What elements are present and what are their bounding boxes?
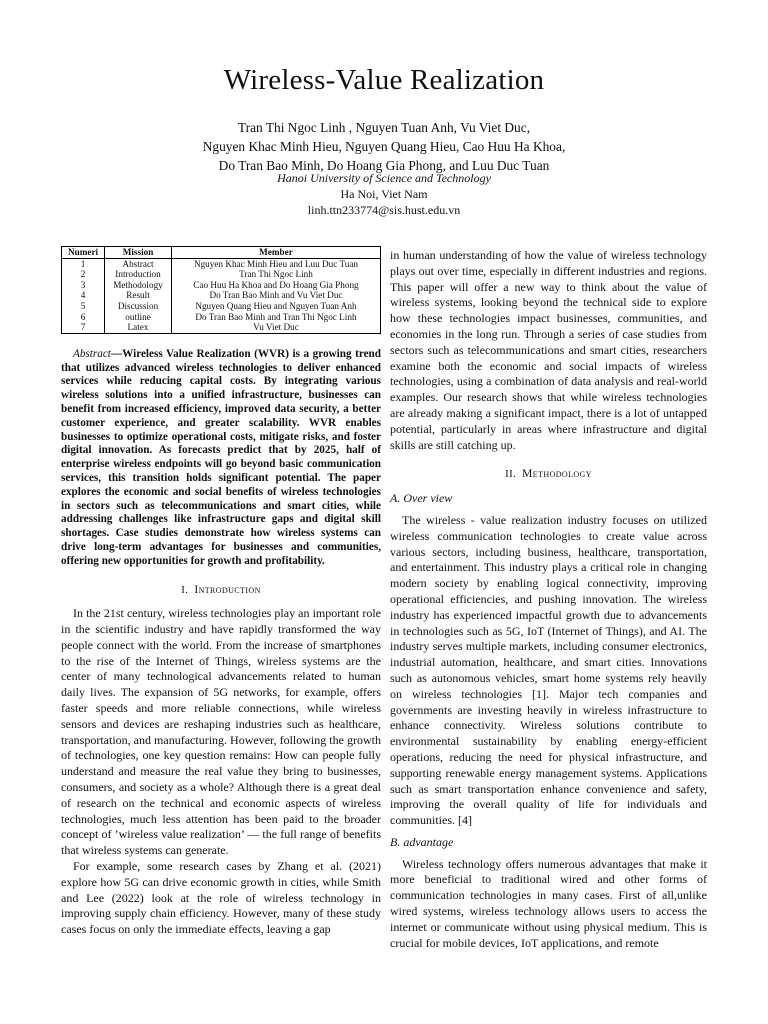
table-row [62, 269, 381, 280]
intro-paragraph-1: In the 21st century, wireless technologies play an important role in the scientific industry and have rapidly transformed the way people connect with the world. From the increase of smartphones to the rise of the Internet of Things, wireless systems are the center of many technological advancements related to human daily lives. The expansion of 5G networks, for example, offers faster speeds and more reliable connections, while wireless sensors and devices are reshaping industries such as healthcare, transportation, and manufacturing. However, following the growth of technologies, one key question remains: How can people fully understand and measure the real value they bring to businesses, consumers, and society as a whole? Although there is a great deal of research on the technical and economic aspects of wireless technologies, much less attention has been paid to the broader concept of ’wireless value realization’ — the full range of benefits that wireless systems can generate. [61, 606, 381, 858]
abstract-text: —Wireless Value Realization (WVR) is a growing trend that utilizes advanced wireless technologies to deliver enhanced services while reducing capital costs. By integrating various wireless solutions into a unified infrastructure, businesses can benefit from increased efficiency, improved data security, a better customer experience, and greater scalability. WVR enables businesses to optimize operational costs, mitigate risks, and foster digital innovation. As forecasts predict that by 2025, half of enterprise wireless endpoints will go beyond basic communication services, this transition holds significant potential. The paper explores the economic and social benefits of wireless technologies in sectors such as telecommunications and smart cities, while addressing challenges like infrastructure gaps and digital skill shortages. Case studies demonstrate how wireless systems can drive long-term advantages for businesses and communities, offering new opportunities for growth and profitability. [61, 347, 381, 567]
institution: Hanoi University of Science and Technology [277, 171, 491, 185]
table-cell: 4 [62, 290, 105, 301]
table-cell: Methodology [105, 280, 172, 291]
subsection-heading-overview: A. Over view [390, 491, 453, 506]
left-column [61, 246, 381, 938]
table-cell: 5 [62, 301, 105, 312]
task-table [61, 246, 381, 334]
table-cell: outline [105, 312, 172, 323]
table-header-cell: Numeri [62, 247, 105, 259]
table-cell: 3 [62, 280, 105, 291]
intro-paragraph-2-continued: in human understanding of how the value of wireless technology plays out over time, especially in different industries and regions. This paper will offer a new way to think about the value of wireless systems, looking beyond the technical side to explore how these technologies impact businesses, communities, and economies in the long run. Through a series of case studies from sectors such as telecommunications and smart cities, researchers examine both the economic and social impacts of wireless technologies, using a combination of data analysis and real-world examples. Our research shows that while wireless technologies are already making a significant impact, there is a lot of untapped potential, particularly in areas where infrastructure and digital skills are still catching up. [390, 248, 707, 452]
email: linh.ttn233774@sis.hust.edu.vn [307, 203, 461, 217]
table-row [62, 258, 381, 269]
table-cell: Do Tran Bao Minh and Tran Thi Ngoc Linh [171, 312, 380, 323]
table-cell: Introduction [105, 269, 172, 280]
table-row [62, 322, 381, 333]
table-row [62, 290, 381, 301]
author-line: Nguyen Khac Minh Hieu, Nguyen Quang Hieu, Cao Huu Ha Khoa, [202, 139, 566, 154]
abstract-lead: Abstract [73, 347, 111, 360]
right-column [390, 248, 707, 951]
table-cell: Tran Thi Ngoc Linh [171, 269, 380, 280]
author-list [0, 118, 768, 175]
table-cell: Vu Viet Duc [171, 322, 380, 333]
author-line: Tran Thi Ngoc Linh , Nguyen Tuan Anh, Vu Viet Duc, [237, 120, 531, 135]
section-heading-introduction [61, 583, 381, 599]
intro-paragraph-2: For example, some research cases by Zhang et al. (2021) explore how 5G can drive economic growth in cities, while Smith and Lee (2022) look at the role of wireless technology in improving supply chain efficiency. However, many of these study cases focus on only the immediate effects, leaving a gap [61, 859, 381, 937]
table-row [62, 280, 381, 291]
affiliation [0, 170, 768, 218]
table-header-cell: Mission [105, 247, 172, 259]
location: Ha Noi, Viet Nam [340, 187, 428, 201]
table-cell: Nguyen Khac Minh Hieu and Luu Duc Tuan [171, 258, 380, 269]
subsection-heading-advantage: B. advantage [390, 834, 454, 849]
section-number: II. [505, 468, 517, 481]
table-row [62, 301, 381, 312]
abstract [61, 348, 381, 569]
section-title: Methodology [522, 468, 592, 481]
section-heading-methodology [390, 467, 707, 483]
table-cell: Do Tran Bao Minh and Vu Viet Duc [171, 290, 380, 301]
author-line: Do Tran Bao Minh, Do Hoang Gia Phong, and Luu Duc Tuan [218, 158, 550, 173]
paper-title: Wireless-Value Realization [223, 64, 545, 96]
section-title: Introduction [194, 583, 261, 596]
table-cell: 2 [62, 269, 105, 280]
table-cell: Nguyen Quang Hieu and Nguyen Tuan Anh [171, 301, 380, 312]
table-header-row [62, 247, 381, 259]
table-cell: Latex [105, 322, 172, 333]
table-cell: Result [105, 290, 172, 301]
advantage-paragraph: Wireless technology offers numerous advantages that make it more beneficial to traditional wired and other forms of communication technologies in many cases. First of all,unlike wired systems, wireless technology allows users to access the internet or communicate without using physical medium. This is crucial for mobile devices, IoT applications, and remote [390, 856, 707, 950]
section-number: I. [181, 583, 189, 596]
table-header-cell: Member [171, 247, 380, 259]
table-cell: Discussion [105, 301, 172, 312]
table-cell: 6 [62, 312, 105, 323]
table-cell: 7 [62, 322, 105, 333]
table-cell: Abstract [105, 258, 172, 269]
overview-paragraph: The wireless - value realization industry focuses on utilized wireless communication technologies to create value across various sectors, including business, healthcare, transportation, and entertainment. This industry plays a critical role in changing modern society by enabling logical connectivity, improving operational efficiencies, and pushing innovation. The wireless industry has experienced impactful growth due to advancements in technologies such as 5G, IoT (Internet of Things), and AI. The industry serves multiple markets, including consumer electronics, industrial automation, healthcare, and smart cities. Innovations such as autonomous vehicles, smart home systems rely heavily on wireless technologies [1]. Major tech companies and governments are investing heavily in wireless infrastructure to enhance connectivity. Wireless solutions contribute to environmental sustainability by enabling energy-efficient operations, reducing the need for physical infrastructure, and supporting renewable energy management systems. Applications such as smart transportation enhance convenience and safety, improving the overall quality of life for individuals and communities. [4] [390, 512, 707, 828]
table-cell: 1 [62, 258, 105, 269]
table-cell: Cao Huu Ha Khoa and Do Hoang Gia Phong [171, 280, 380, 291]
table-row [62, 312, 381, 323]
